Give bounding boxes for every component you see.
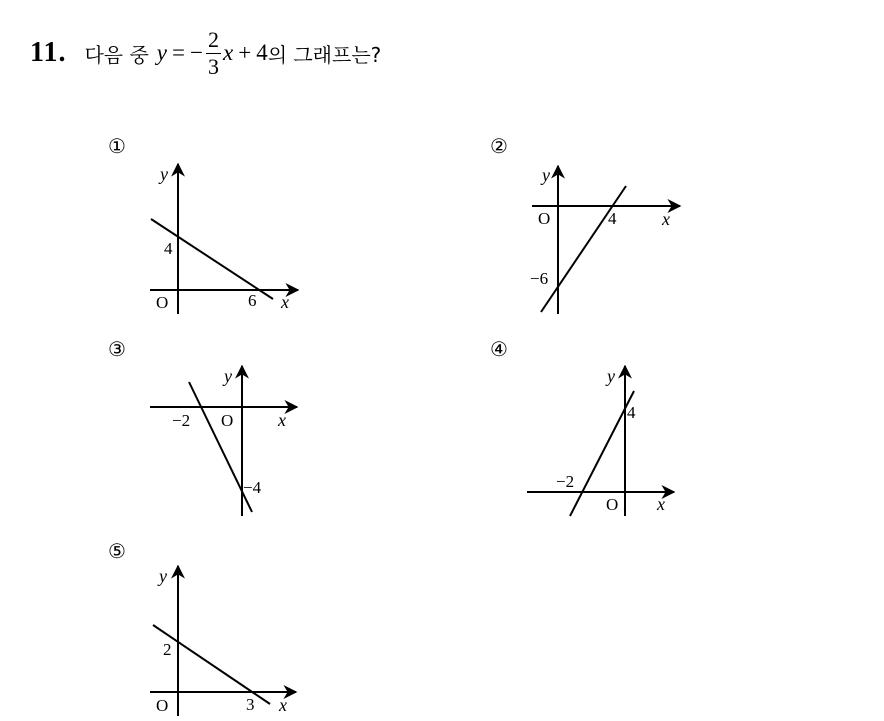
fraction-numerator: 2	[207, 27, 219, 53]
origin-label: O	[156, 696, 169, 715]
x-intercept-label: −2	[556, 472, 575, 491]
x-axis-label: x	[281, 292, 289, 312]
equation-plus: +	[238, 40, 252, 65]
y-intercept-label: −6	[530, 269, 549, 288]
x-intercept-label: 6	[248, 291, 257, 310]
equation-y: y	[156, 40, 168, 65]
x-axis-label: x	[279, 695, 287, 715]
x-intercept-label: −2	[172, 411, 191, 430]
question-suffix: 의 그래프는?	[267, 42, 382, 67]
choice-label: ⑤	[108, 539, 126, 563]
y-axis-label: y	[607, 366, 615, 386]
equation-minus: −	[190, 40, 203, 65]
y-axis-label: y	[160, 164, 168, 184]
choice-label: ①	[108, 134, 126, 158]
equation-x: x	[222, 40, 234, 65]
y-intercept-label: 4	[164, 239, 173, 258]
x-intercept-label: 4	[608, 209, 617, 228]
y-axis-label: y	[159, 566, 167, 586]
equation-constant: 4	[256, 40, 268, 65]
question-prefix: 다음 중	[84, 42, 149, 67]
y-axis-label: y	[542, 165, 550, 185]
equation-equals: =	[172, 40, 185, 65]
choice-label: ③	[108, 337, 126, 361]
y-intercept-label: 4	[627, 403, 636, 422]
choice-label: ④	[490, 337, 508, 361]
origin-label: O	[538, 209, 551, 228]
choice-label: ②	[490, 134, 508, 158]
origin-label: O	[156, 293, 169, 312]
x-axis-label: x	[278, 410, 286, 430]
y-intercept-label: 2	[163, 640, 172, 659]
origin-label: O	[221, 411, 234, 430]
x-intercept-label: 3	[246, 695, 255, 714]
x-axis-label: x	[657, 494, 665, 514]
y-intercept-label: −4	[243, 478, 262, 497]
question-number: 11.	[30, 37, 67, 68]
fraction-denominator: 3	[207, 53, 219, 79]
y-axis-label: y	[224, 366, 232, 386]
x-axis-label: x	[662, 209, 670, 229]
origin-label: O	[606, 495, 619, 514]
